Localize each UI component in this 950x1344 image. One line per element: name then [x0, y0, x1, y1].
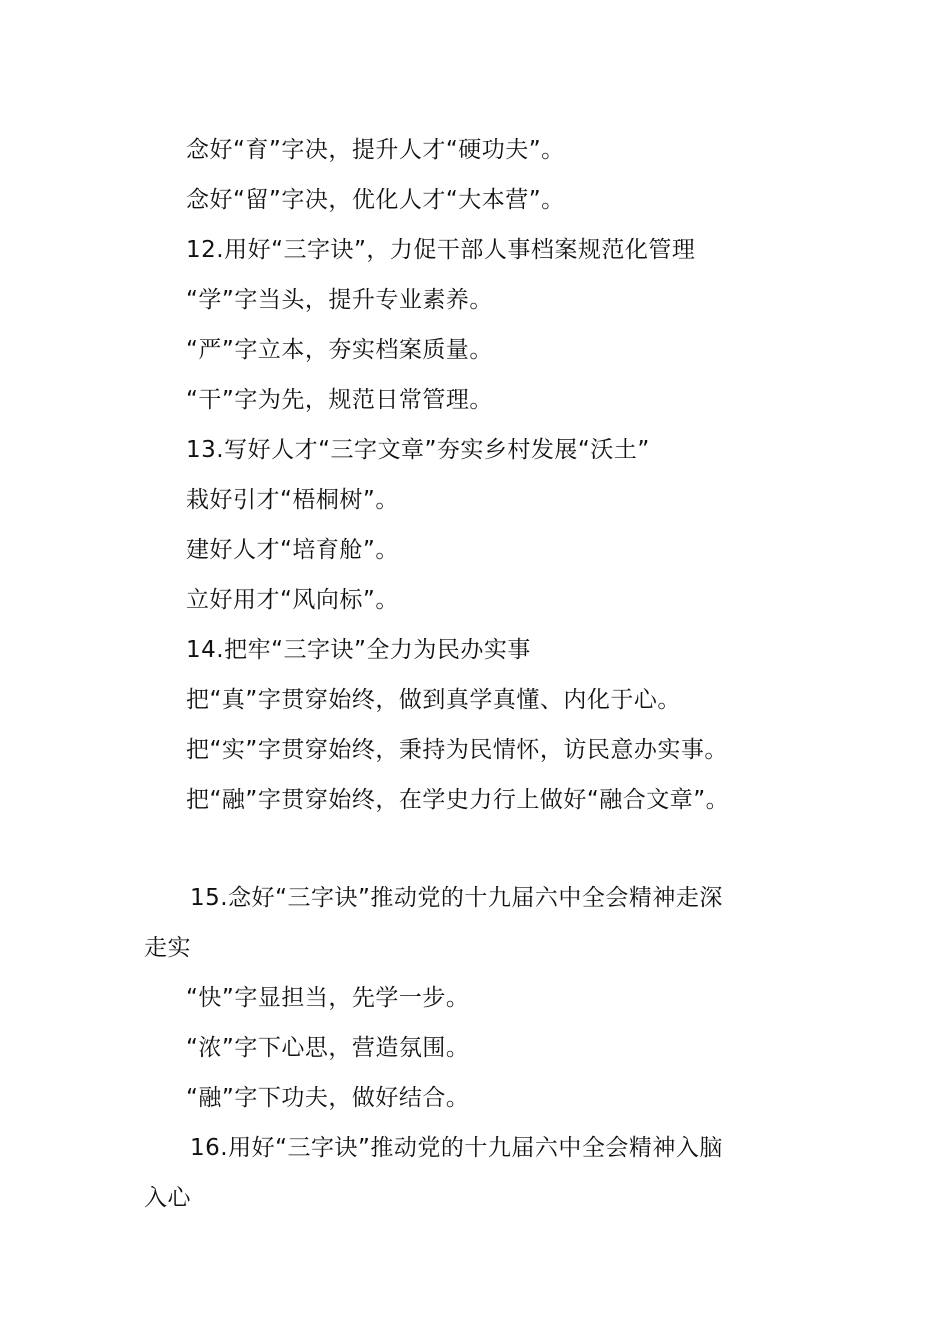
text-line: “学”字当头，提升专业素养。	[186, 287, 493, 313]
section-heading: 15.念好“三字诀”推动党的十九届六中全会精神走深	[190, 885, 723, 911]
text-line: 立好用才“风向标”。	[186, 587, 399, 613]
text-line: “快”字显担当，先学一步。	[186, 985, 470, 1011]
text-line: “干”字为先，规范日常管理。	[186, 387, 493, 413]
text-line: 把“实”字贯穿始终，秉持为民情怀，访民意办实事。	[186, 737, 728, 763]
text-line: 把“真”字贯穿始终，做到真学真懂、内化于心。	[186, 687, 681, 713]
text-line: 念好“育”字决，提升人才“硬功夫”。	[186, 137, 565, 163]
section-heading: 12.用好“三字诀”，力促干部人事档案规范化管理	[186, 237, 696, 263]
text-line: 建好人才“培育舱”。	[186, 537, 399, 563]
text-line: 把“融”字贯穿始终，在学史力行上做好“融合文章”。	[186, 787, 730, 813]
section-heading-continued: 走实	[144, 935, 191, 961]
text-line: “融”字下功夫，做好结合。	[186, 1085, 470, 1111]
section-heading-continued: 入心	[144, 1185, 191, 1211]
section-heading: 14.把牢“三字诀”全力为民办实事	[186, 637, 531, 663]
section-heading: 16.用好“三字诀”推动党的十九届六中全会精神入脑	[190, 1135, 723, 1161]
text-line: 念好“留”字决，优化人才“大本营”。	[186, 187, 565, 213]
section-heading: 13.写好人才“三字文章”夯实乡村发展“沃土”	[186, 437, 650, 463]
text-line: “浓”字下心思，营造氛围。	[186, 1035, 470, 1061]
text-line: “严”字立本，夯实档案质量。	[186, 337, 493, 363]
text-line: 栽好引才“梧桐树”。	[186, 487, 399, 513]
